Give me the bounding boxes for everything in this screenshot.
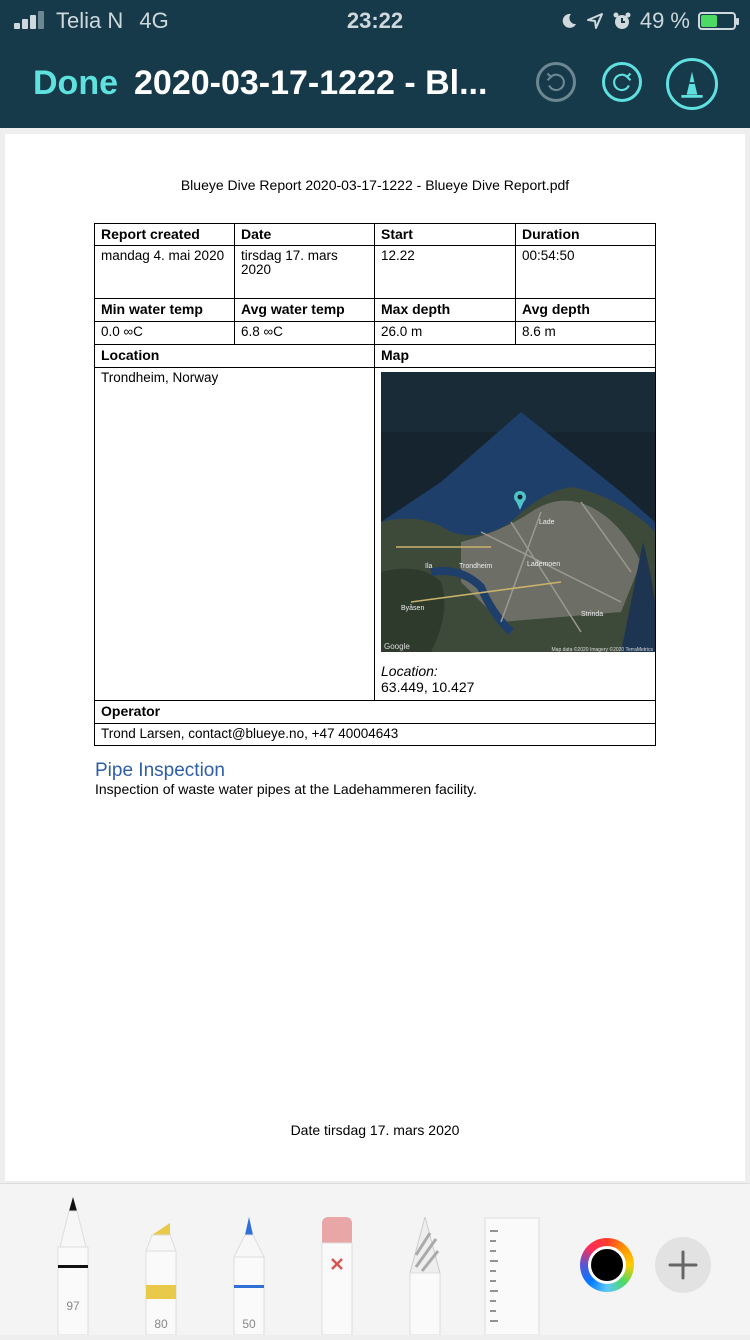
location-arrow-icon (586, 12, 604, 30)
map-location-label: Location: (381, 663, 438, 679)
highlighter-value: 80 (154, 1317, 168, 1331)
pen-value: 97 (66, 1299, 80, 1313)
network-type: 4G (139, 8, 169, 33)
selected-color-swatch (588, 1246, 626, 1284)
report-table (94, 223, 656, 746)
location-label: Location (95, 345, 375, 368)
start-label: Start (375, 224, 516, 246)
operator-label: Operator (95, 701, 655, 724)
done-button[interactable]: Done (33, 64, 118, 102)
lasso-icon (408, 1217, 442, 1335)
color-picker-button[interactable] (580, 1238, 634, 1292)
start-value: 12.22 (375, 246, 516, 299)
report-created-value: mandag 4. mai 2020 (95, 246, 235, 299)
map-cell (375, 368, 655, 701)
pdf-footer: Date tirsdag 17. mars 2020 (290, 1122, 460, 1138)
duration-value: 00:54:50 (516, 246, 655, 299)
markup-pen-icon (669, 61, 715, 107)
markup-toolbar (0, 1183, 750, 1335)
undo-icon (539, 65, 573, 99)
clock: 23:22 (346, 8, 404, 33)
map-place-strinda: Strinda (581, 611, 604, 618)
pencil-value: 50 (242, 1317, 256, 1331)
map-place-lade: Lade (539, 519, 555, 526)
redo-icon (605, 65, 639, 99)
ruler-icon (484, 1217, 540, 1335)
status-right (560, 8, 736, 34)
plus-icon (655, 1237, 711, 1293)
min-temp-value: 0.0 ∞C (95, 322, 235, 345)
alarm-icon (612, 11, 632, 31)
min-temp-label: Min water temp (95, 299, 235, 322)
map-location-value: 63.449, 10.427 (381, 679, 475, 695)
section-text: Inspection of waste water pipes at the Ladehammeren facility. (95, 781, 477, 797)
moon-icon (560, 12, 578, 30)
avg-depth-value: 8.6 m (516, 322, 655, 345)
carrier-name: Telia N (56, 8, 124, 33)
ruler-tool[interactable] (484, 1217, 540, 1335)
pen-icon (56, 1197, 90, 1335)
markup-button[interactable] (666, 58, 718, 110)
avg-temp-value: 6.8 ∞C (235, 322, 375, 345)
max-depth-label: Max depth (375, 299, 516, 322)
date-label: Date (235, 224, 375, 246)
section-title: Pipe Inspection (95, 760, 225, 781)
avg-temp-label: Avg water temp (235, 299, 375, 322)
battery-icon (698, 12, 736, 30)
pen-tool[interactable] (56, 1197, 90, 1335)
max-depth-value: 26.0 m (375, 322, 516, 345)
redo-button[interactable] (602, 62, 642, 102)
top-bar (0, 0, 750, 128)
document-title: 2020-03-17-1222 - Bl... (134, 64, 488, 102)
map-attribution: Google (384, 642, 410, 651)
avg-depth-label: Avg depth (516, 299, 655, 322)
status-bar (0, 0, 750, 40)
map-place-trondheim: Trondheim (459, 563, 493, 570)
date-value: tirsdag 17. mars 2020 (235, 246, 375, 299)
map-place-ila: Ila (425, 563, 433, 570)
map-place-lademoen: Lademoen (527, 561, 561, 568)
undo-button[interactable] (536, 62, 576, 102)
map-copyright: Map data ©2020 Imagery ©2020 TerraMetrics (551, 647, 653, 652)
eraser-icon (320, 1217, 354, 1335)
map-label: Map (375, 345, 655, 368)
map-image (381, 372, 655, 652)
eraser-tool[interactable] (320, 1217, 354, 1335)
map-place-byasen: Byåsen (401, 605, 425, 612)
battery-percent: 49 % (639, 8, 690, 33)
pdf-page[interactable] (5, 134, 745, 1181)
duration-label: Duration (516, 224, 655, 246)
add-button[interactable] (655, 1237, 711, 1293)
lasso-tool[interactable] (408, 1217, 442, 1335)
highlighter-tool[interactable] (144, 1217, 178, 1335)
pencil-tool[interactable] (232, 1217, 266, 1335)
location-value: Trondheim, Norway (95, 368, 375, 701)
pdf-header: Blueye Dive Report 2020-03-17-1222 - Blueye Dive Report.pdf (180, 177, 570, 193)
operator-value: Trond Larsen, contact@blueye.no, +47 40004643 (101, 726, 399, 741)
report-created-label: Report created (95, 224, 235, 246)
